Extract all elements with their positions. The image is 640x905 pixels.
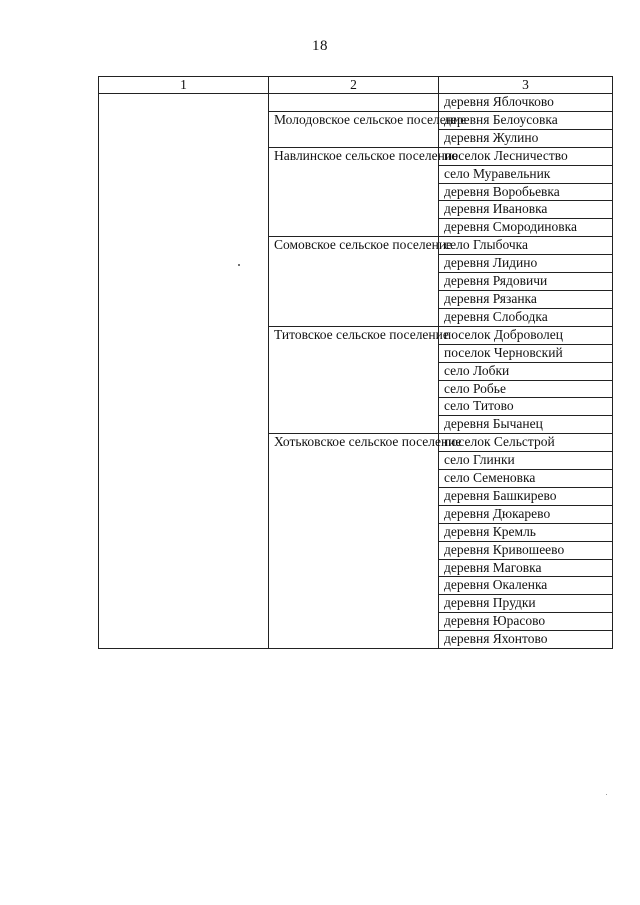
settlement-cell: деревня Юрасово xyxy=(439,613,613,631)
settlement-cell: деревня Бычанец xyxy=(439,416,613,434)
column-header-3: 3 xyxy=(439,77,613,94)
settlement-group-name: Молодовское сельское поселение xyxy=(269,111,439,147)
settlement-cell: село Глинки xyxy=(439,452,613,470)
table-body xyxy=(99,94,613,649)
settlement-cell: деревня Слободка xyxy=(439,308,613,326)
settlement-group-cell xyxy=(269,94,439,112)
settlement-group-name: Титовское сельское поселение xyxy=(269,326,439,433)
settlement-cell: село Муравельник xyxy=(439,165,613,183)
column-header-2: 2 xyxy=(269,77,439,94)
settlement-cell: деревня Маговка xyxy=(439,559,613,577)
settlement-cell: деревня Дюкарево xyxy=(439,505,613,523)
settlement-cell: село Робье xyxy=(439,380,613,398)
settlement-cell: село Семеновка xyxy=(439,470,613,488)
page-number: 18 xyxy=(312,38,328,54)
settlement-cell: село Титово xyxy=(439,398,613,416)
table-row xyxy=(99,94,613,112)
settlement-cell: деревня Лидино xyxy=(439,255,613,273)
settlement-cell: деревня Яблочково xyxy=(439,94,613,112)
settlement-cell: деревня Кривошеево xyxy=(439,541,613,559)
column-header-1: 1 xyxy=(99,77,269,94)
settlement-group-name: Хотьковское сельское поселение xyxy=(269,434,439,649)
settlement-cell: деревня Жулино xyxy=(439,129,613,147)
settlement-cell: деревня Башкирево xyxy=(439,487,613,505)
settlement-cell: деревня Рязанка xyxy=(439,290,613,308)
settlement-group-name: Сомовское сельское поселение xyxy=(269,237,439,327)
settlement-cell: поселок Лесничество xyxy=(439,147,613,165)
settlement-cell: поселок Доброволец xyxy=(439,326,613,344)
settlements-table xyxy=(98,76,613,649)
table-header-row xyxy=(99,77,613,94)
settlement-cell: деревня Белоусовка xyxy=(439,111,613,129)
settlement-cell: деревня Кремль xyxy=(439,523,613,541)
scan-speck xyxy=(606,794,607,795)
settlement-cell: деревня Окаленка xyxy=(439,577,613,595)
district-cell xyxy=(99,94,269,649)
settlement-group-name: Навлинское сельское поселение xyxy=(269,147,439,237)
settlement-cell: деревня Воробьевка xyxy=(439,183,613,201)
scan-speck xyxy=(238,264,240,266)
settlement-cell: деревня Прудки xyxy=(439,595,613,613)
settlement-cell: деревня Смородиновка xyxy=(439,219,613,237)
settlement-cell: поселок Сельстрой xyxy=(439,434,613,452)
settlement-cell: деревня Рядовичи xyxy=(439,273,613,291)
settlement-cell: поселок Черновский xyxy=(439,344,613,362)
settlement-cell: деревня Яхонтово xyxy=(439,631,613,649)
settlement-cell: деревня Ивановка xyxy=(439,201,613,219)
settlement-cell: село Глыбочка xyxy=(439,237,613,255)
settlement-cell: село Лобки xyxy=(439,362,613,380)
